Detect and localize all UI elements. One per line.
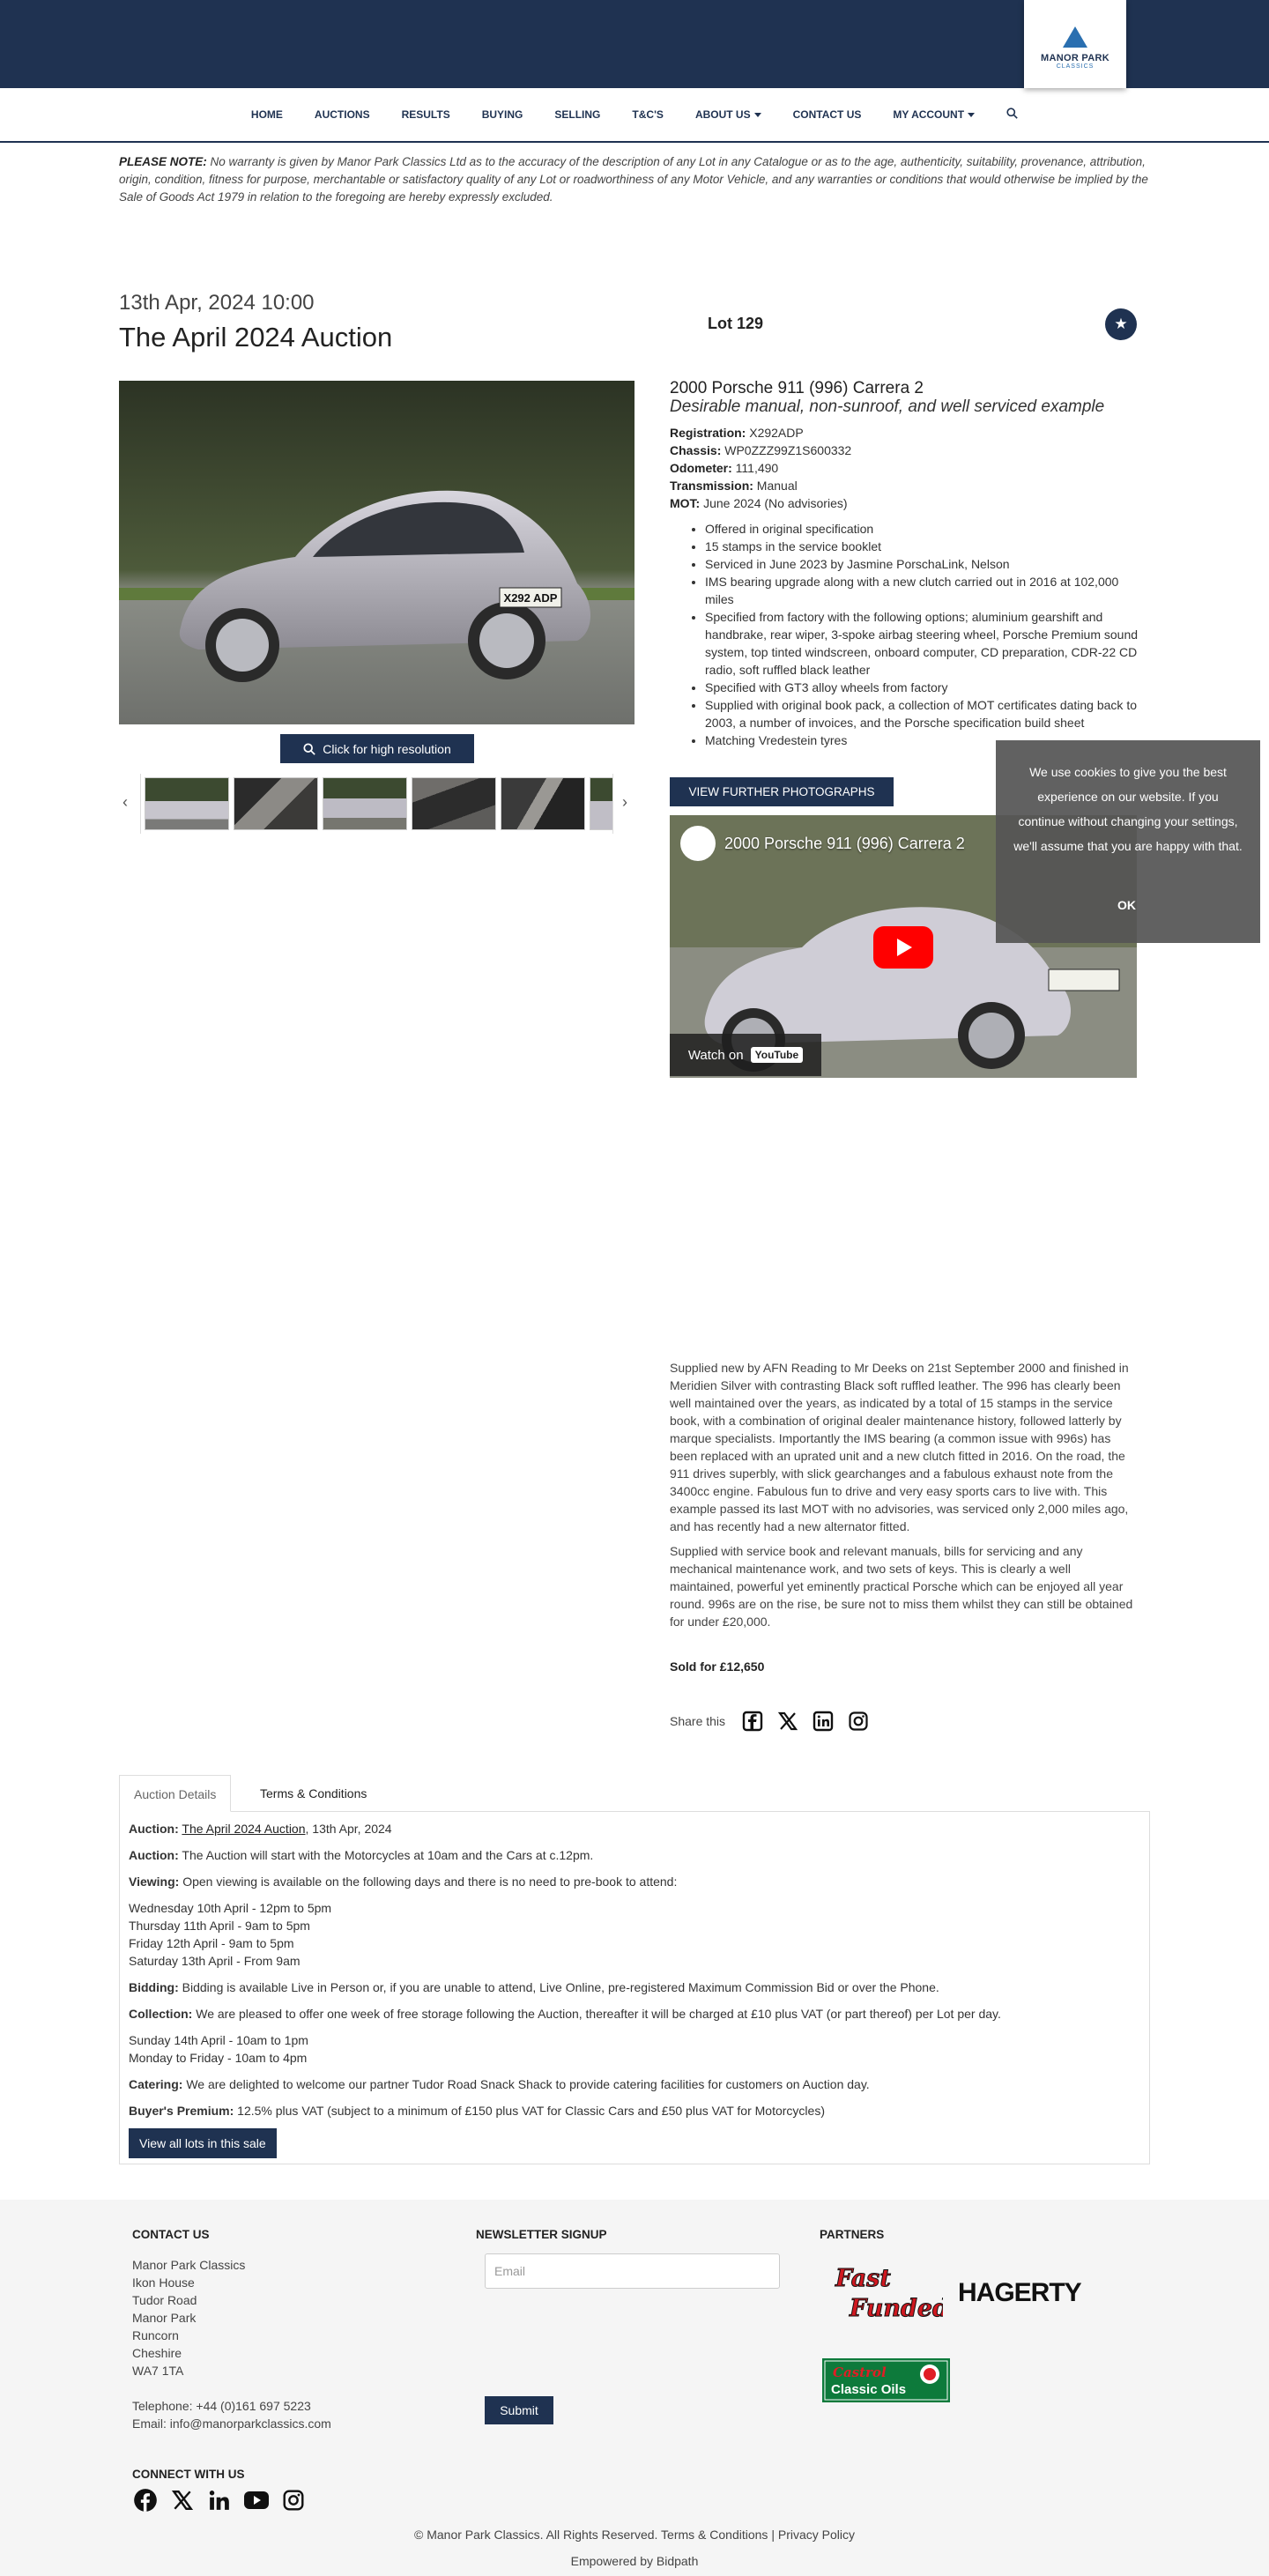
contact-email[interactable]: Email: info@manorparkclassics.com (132, 2416, 331, 2431)
spec-odometer (670, 459, 851, 477)
watch-on-youtube-button[interactable] (670, 1034, 821, 1076)
feature-item: • Offered in original specification (705, 520, 1146, 538)
lot-title: 2000 Porsche 911 (996) Carrera 2 (670, 379, 924, 397)
schedule-line: Sunday 14th April - 10am to 1pm (129, 2033, 308, 2047)
schedule-line: Friday 12th April - 9am to 5pm (129, 1936, 294, 1950)
newsletter-submit-button[interactable]: Submit (485, 2396, 553, 2424)
thumbnail-strip (140, 774, 613, 834)
detail-auction (129, 1820, 1140, 1837)
nav-terms[interactable]: T&C'S (632, 108, 664, 121)
partner-logo-text: Classic Oils (831, 2382, 907, 2397)
tab-auction-details[interactable]: Auction Details (119, 1775, 231, 1812)
contact-telephone[interactable]: Telephone: +44 (0)161 697 5223 (132, 2399, 311, 2413)
thumbnail-image[interactable] (412, 777, 496, 830)
collection-schedule (129, 2031, 1140, 2067)
auction-date: 13th Apr, 2024 10:00 (119, 291, 315, 315)
cookie-banner (996, 740, 1260, 943)
address-line: Runcorn (132, 2328, 179, 2342)
detail-text: 12.5% plus VAT (subject to a minimum of £150 plus VAT for Classic Cars and £50 plus VAT for Motorcycles) (234, 2104, 825, 2118)
spec-value: WP0ZZZ99Z1S600332 (721, 443, 852, 457)
schedule-line: Thursday 11th April - 9am to 5pm (129, 1919, 310, 1933)
detail-label: Auction: (129, 1822, 179, 1836)
spec-value: June 2024 (No advisories) (700, 496, 848, 510)
site-logo[interactable] (1024, 0, 1126, 88)
x-twitter-icon[interactable] (776, 1710, 799, 1733)
chevron-down-icon (968, 113, 975, 117)
detail-label: Buyer's Premium: (129, 2104, 234, 2118)
lot-description (670, 1359, 1137, 1637)
share-bar (670, 1710, 870, 1733)
auction-link[interactable]: The April 2024 Auction (182, 1822, 306, 1836)
feature-item: • 15 stamps in the service booklet (705, 538, 1146, 555)
instagram-icon[interactable] (847, 1710, 870, 1733)
address-line: WA7 1TA (132, 2364, 184, 2378)
youtube-logo: YouTube (751, 1047, 804, 1063)
address-line: Cheshire (132, 2346, 182, 2360)
play-icon[interactable] (873, 926, 933, 969)
thumbnail-image[interactable] (145, 777, 229, 830)
partner-hagerty-logo[interactable] (956, 2274, 1088, 2309)
partner-logo-text: Castrol (833, 2364, 887, 2380)
spec-mot (670, 494, 851, 512)
footer-privacy-link[interactable]: Privacy Policy (777, 2528, 855, 2542)
facebook-icon[interactable] (741, 1710, 764, 1733)
watch-lot-button[interactable] (1105, 308, 1137, 340)
nav-auctions[interactable]: AUCTIONS (314, 108, 370, 121)
feature-item: • Matching Vredestein tyres (705, 731, 1146, 749)
spec-chassis (670, 442, 851, 459)
contact-address (132, 2256, 331, 2432)
linkedin-icon[interactable] (812, 1710, 835, 1733)
viewing-schedule (129, 1899, 1140, 1970)
thumbnail-image[interactable] (590, 777, 613, 830)
address-line: Manor Park Classics (132, 2258, 246, 2272)
address-line: Ikon House (132, 2275, 195, 2290)
search-icon (1006, 108, 1018, 119)
spec-label: Registration: (670, 426, 746, 440)
nav-about-us-label: ABOUT US (694, 108, 751, 121)
search-icon (303, 743, 315, 755)
detail-buyers-premium (129, 2102, 1140, 2119)
spec-label: Chassis: (670, 443, 722, 457)
partner-logo-text: Funded (850, 2295, 943, 2322)
high-resolution-label: Click for high resolution (323, 741, 451, 756)
video-title[interactable]: 2000 Porsche 911 (996) Carrera 2 (724, 835, 965, 852)
nav-home[interactable]: HOME (250, 108, 283, 121)
chevron-right-icon: › (622, 793, 627, 811)
detail-label: Bidding: (129, 1980, 179, 1994)
share-label: Share this (670, 1714, 726, 1728)
sold-price: Sold for £12,650 (670, 1659, 765, 1674)
thumbnail-image[interactable] (501, 777, 585, 830)
car-photo (119, 381, 634, 724)
feature-item: • Specified from factory with the following options; aluminium gearshift and handbrake, rear wiper, 3-spoke airbag steering wheel, Porsche Premium sound system, top tinted windscreen, onboard computer, CD preparation, CDR-22 CD radio, soft ruffled black leather (705, 608, 1146, 679)
x-twitter-icon[interactable] (169, 2487, 196, 2513)
feature-item: • IMS bearing upgrade along with a new clutch carried out in 2016 at 102,000 miles (705, 573, 1146, 608)
connect-heading: CONNECT WITH US (132, 2468, 245, 2481)
address-line: Manor Park (132, 2311, 197, 2325)
newsletter-heading: NEWSLETTER SIGNUP (476, 2228, 607, 2241)
youtube-icon[interactable] (243, 2487, 270, 2513)
spec-value: 111,490 (731, 461, 779, 475)
chevron-down-icon (754, 113, 761, 117)
detail-bidding (129, 1978, 1140, 1996)
notice-text: No warranty is given by Manor Park Classics Ltd as to the accuracy of the description of any Lot in any Catalogue or as to the age, authenticity, suitability, provenance, attribution, origin, condition, fitness for purpose, merchantable or satisfactory quality of any Lot or roadworthiness of any Motor Vehicle, and any warranties or conditions that would otherwise be implied by the Sale of Goods Act 1979 in relation to the foregoing are hereby expressly excluded. (119, 155, 1148, 204)
description-paragraph: Supplied with service book and relevant manuals, bills for servicing and any mechanical maintenance work, and two sets of keys. This is clearly a well maintained, powerful yet eminently practical Porsche which can be enjoyed all year round. 996s are on the rise, be sure not to miss them whilst they can still be obtained for under £20,000. (670, 1544, 1133, 1629)
view-all-lots-button[interactable]: View all lots in this sale (129, 2128, 277, 2158)
chevron-left-icon: ‹ (122, 793, 128, 811)
nav-contact-us[interactable]: CONTACT US (792, 108, 862, 121)
description-paragraph: Supplied new by AFN Reading to Mr Deeks on 21st September 2000 and finished in Meridien Silver with contrasting Black soft ruffled leather. The 996 has clearly been well maintained over the years, as indicated by a total of 15 stamps in the service book, with a combination of original dealer maintenance history, followed latterly by marque specialists. Importantly the IMS bearing (a common issue with 996s) has been replaced with an uprated unit and a new clutch fitted in 2016. On the road, the 911 drives superbly, with slick gearchanges and a fabulous exhaust note from the 3400cc engine. Fabulous fun to drive and very easy sports cars to live with. This example passed its last MOT with no advisories, was serviced only 2,000 miles ago, and has recently had a new alternator fitted. (670, 1361, 1129, 1533)
nav-buying[interactable]: BUYING (481, 108, 523, 121)
detail-label: Catering: (129, 2077, 183, 2091)
carousel-prev-button[interactable] (119, 793, 131, 811)
notice-label: PLEASE NOTE: (119, 155, 207, 168)
lot-specs (670, 424, 851, 512)
main-photo[interactable] (119, 381, 634, 724)
partner-fast-funded-logo[interactable] (828, 2258, 943, 2324)
detail-label: Viewing: (129, 1874, 180, 1889)
logo-mark-icon (1063, 26, 1087, 48)
thumbnail-image[interactable] (234, 777, 318, 830)
schedule-line: Wednesday 10th April - 12pm to 5pm (129, 1901, 332, 1915)
detail-text: , 13th Apr, 2024 (305, 1822, 392, 1836)
spec-transmission (670, 477, 851, 494)
copyright-bar: © Manor Park Classics. All Rights Reserved. Terms & Conditions | Privacy Policy (414, 2528, 855, 2542)
detail-text: We are pleased to offer one week of free storage following the Auction, thereafter it will be charged at £10 plus VAT (or part thereof) per Lot per day. (192, 2007, 1001, 2021)
detail-text: We are delighted to welcome our partner Tudor Road Snack Shack to provide catering facilities for customers on Auction day. (182, 2077, 870, 2091)
detail-label: Auction: (129, 1848, 179, 1862)
detail-label: Collection: (129, 2007, 193, 2021)
watch-on-label: Watch on (687, 1047, 744, 1063)
auction-title: The April 2024 Auction (119, 322, 393, 353)
footer-terms-link[interactable]: Terms & Conditions (661, 2528, 768, 2542)
nav-my-account[interactable] (877, 108, 991, 121)
nav-about-us[interactable] (679, 108, 777, 121)
partner-logo-text: Fast (835, 2265, 891, 2292)
detail-viewing (129, 1873, 1140, 1890)
address-line: Tudor Road (132, 2293, 197, 2307)
copyright-text: © Manor Park Classics. All Rights Reserved. (414, 2528, 658, 2542)
newsletter-email-input[interactable] (485, 2253, 780, 2289)
feature-item: • Serviced in June 2023 by Jasmine PorschaLink, Nelson (705, 555, 1146, 573)
spec-label: MOT: (670, 496, 701, 510)
spec-registration (670, 424, 851, 442)
partner-logo-text: HAGERTY (958, 2278, 1081, 2307)
schedule-line: Monday to Friday - 10am to 4pm (129, 2051, 308, 2065)
nav-selling[interactable]: SELLING (554, 108, 601, 121)
nav-my-account-label: MY ACCOUNT (893, 108, 965, 121)
partners-heading: PARTNERS (820, 2228, 885, 2241)
feature-item: • Supplied with original book pack, a collection of MOT certificates dating back to 2003, a number of invoices, and the Porsche specification build sheet (705, 696, 1146, 731)
plate-text: X292 ADP (503, 591, 558, 605)
lot-number: Lot 129 (708, 315, 764, 332)
lot-subtitle: Desirable manual, non-sunroof, and well serviced example (670, 397, 1105, 416)
nav-results[interactable]: RESULTS (401, 108, 450, 121)
carousel-next-button[interactable] (619, 793, 631, 811)
detail-catering (129, 2075, 1140, 2093)
detail-text: The Auction will start with the Motorcycles at 10am and the Cars at c.12pm. (178, 1848, 594, 1862)
detail-text: Bidding is available Live in Person or, if you are unable to attend, Live Online, pre-registered Maximum Commission Bid or over the Phone. (178, 1980, 939, 1994)
linkedin-icon[interactable] (206, 2487, 233, 2513)
auction-details-panel (119, 1811, 1150, 2164)
facebook-icon[interactable] (132, 2487, 159, 2513)
instagram-icon[interactable] (280, 2487, 307, 2513)
logo-sub: CLASSICS (1056, 63, 1095, 70)
warranty-notice (119, 153, 1150, 206)
detail-text: Open viewing is available on the following days and there is no need to pre-book to attend: (179, 1874, 678, 1889)
spec-label: Transmission: (670, 479, 753, 493)
social-links (132, 2487, 307, 2513)
search-button[interactable] (991, 108, 1034, 122)
schedule-line: Saturday 13th April - From 9am (129, 1954, 301, 1968)
spec-value: X292ADP (746, 426, 804, 440)
main-nav (0, 88, 1269, 143)
channel-avatar[interactable] (680, 826, 716, 861)
feature-item: • Specified with GT3 alloy wheels from factory (705, 679, 1146, 696)
cookie-ok-button[interactable]: OK (1117, 898, 1136, 912)
auction-tabs (119, 1775, 1150, 1812)
spec-label: Odometer: (670, 461, 732, 475)
lot-features (670, 520, 1146, 749)
spec-value: Manual (753, 479, 798, 493)
tab-terms-conditions[interactable]: Terms & Conditions (260, 1786, 367, 1800)
cookie-text: We use cookies to give you the best experience on our website. If you continue without changing your settings, we'll assume that you are happy with that. (1013, 765, 1243, 853)
partner-castrol-logo[interactable] (822, 2358, 950, 2402)
view-further-photographs-button[interactable]: VIEW FURTHER PHOTOGRAPHS (670, 777, 894, 806)
detail-auction-times (129, 1846, 1140, 1864)
spacer (132, 2379, 331, 2397)
thumbnail-image[interactable] (323, 777, 407, 830)
logo-name: MANOR PARK (1041, 53, 1109, 63)
high-resolution-button[interactable] (280, 734, 474, 763)
contact-heading: CONTACT US (132, 2228, 210, 2241)
star-icon: ★ (1114, 316, 1128, 332)
thumbnail-carousel (119, 774, 634, 834)
empowered-by: Empowered by Bidpath (570, 2554, 699, 2568)
detail-collection (129, 2005, 1140, 2023)
